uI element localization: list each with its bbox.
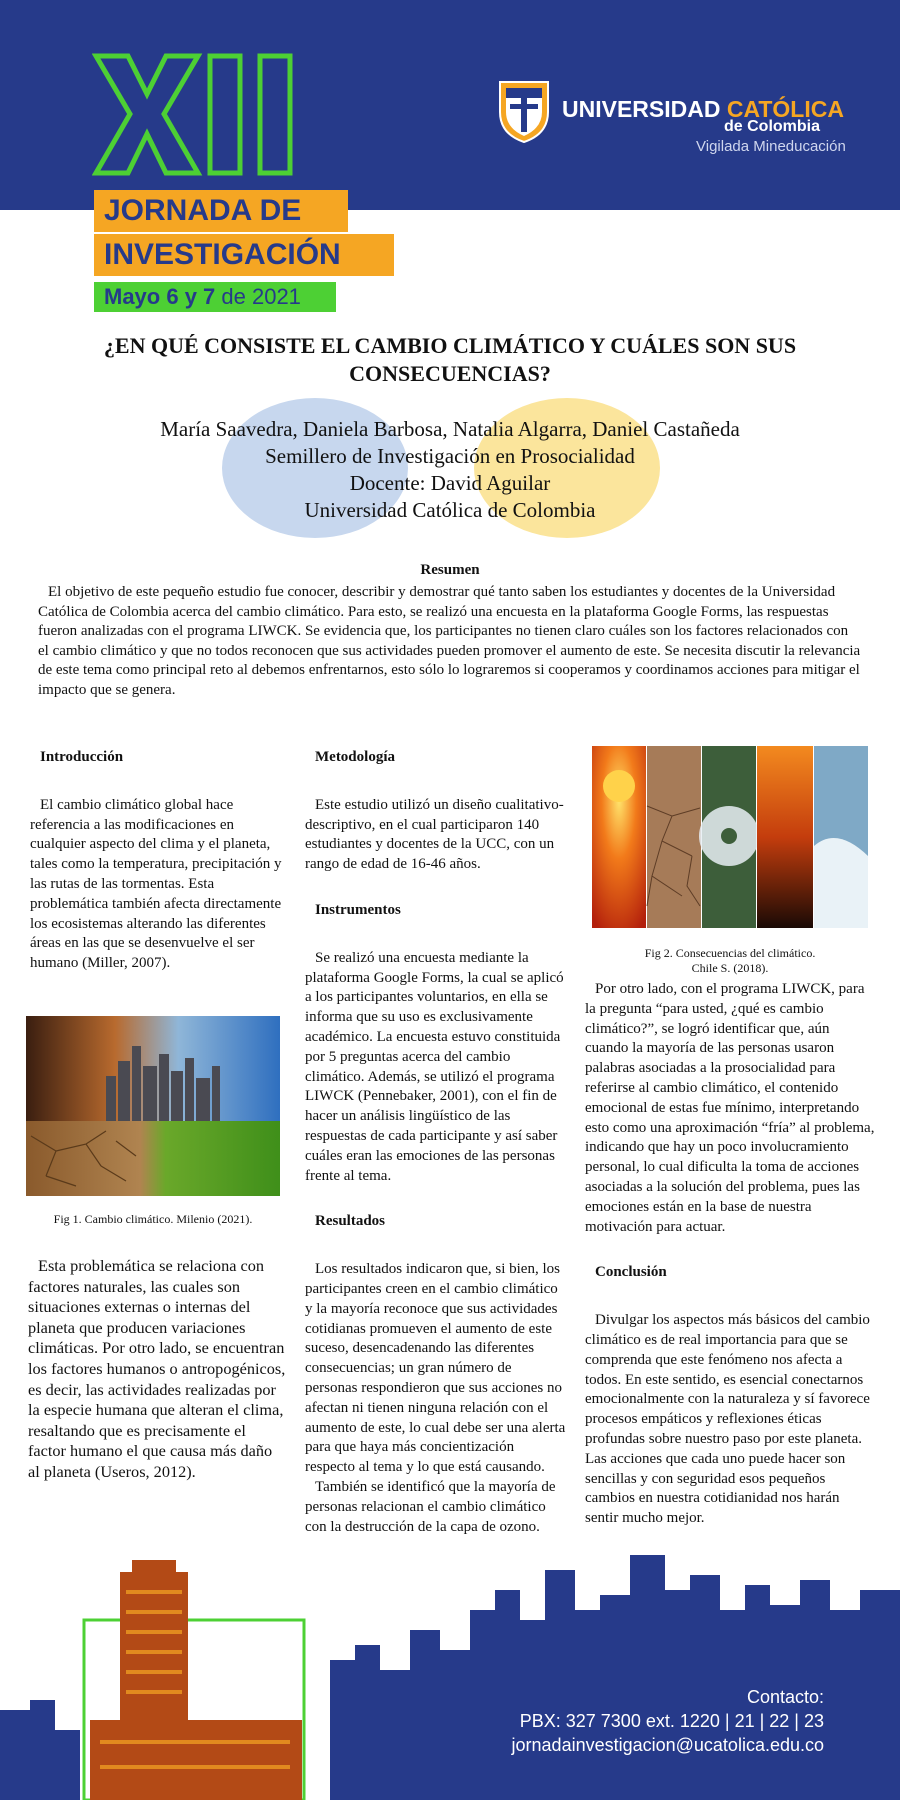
instrumentos-body: Se realizó una encuesta mediante la plataforma Google Forms, la cual se aplicó a los participantes voluntarios, en ella se informa que su uso es exclusivamente académico. La encuesta estuvo constituida por 5 preguntas acerca del cambio climático. Además, se utilizó el programa LIWCK (Pennebaker, 2001), con el fin de hacer un análisis lingüístico de las respuestas de cada participante y así saber cuáles eran las emociones de las personas frente al tema.: [305, 949, 564, 1184]
figure-2-caption: [592, 946, 868, 976]
metodologia-heading: Metodología: [315, 749, 395, 765]
figure-2-caption-line-2: Chile S. (2018).: [691, 961, 769, 975]
introduccion-heading: Introducción: [40, 749, 124, 765]
contact-block: [512, 1685, 824, 1757]
resultados-paragraph-2: También se identificó que la mayoría de personas relacionan el cambio climático con la destrucción de la capa de ozono.: [305, 1478, 556, 1535]
figure-1-caption: Fig 1. Cambio climático. Milenio (2021).: [53, 1212, 253, 1226]
research-group: Semillero de Investigación en Prosocialidad: [265, 444, 635, 468]
author-names: María Saavedra, Daniela Barbosa, Natalia Algarra, Daniel Castañeda: [160, 417, 740, 441]
poster-title: ¿EN QUÉ CONSISTE EL CAMBIO CLIMÁTICO Y CUÁLES SON SUS CONSECUENCIAS?: [103, 333, 797, 386]
conclusion-body: Divulgar los aspectos más básicos del cambio climático es de real importancia para que se comprenda que este fenómeno nos afecta a todos. En este sentido, es esencial conectarnos emocionalmente con la naturaleza y sí favorece procesos empáticos y reflexiones éticas profundas sobre nuestro paso por este planeta. Las acciones que cada uno puede hacer son sencillas y con seguridad esos pequeños cambios en nuestra cotidianidad nos harán sentir mucho mejor.: [585, 1312, 870, 1527]
introduccion-continued: [28, 1256, 286, 1495]
abstract-heading: Resumen: [420, 562, 480, 578]
figure-1-climate-change-image: [26, 1016, 280, 1196]
authors-block: [60, 416, 840, 524]
institution: Universidad Católica de Colombia: [304, 498, 596, 522]
introduccion-paragraph-1: El cambio climático global hace referencia a las modificaciones en cualquier aspecto del clima y el planeta, tales como la temperatura, precipitación y las rutas de las tormentas. Esta problemática también afecta directamente los ecosistemas alterando las diferentes áreas en las que se desenvuelve el ser humano (Miller, 2007).: [30, 796, 282, 972]
university-vigilada: Vigilada Mineducación: [696, 138, 846, 155]
event-dates-box: [94, 282, 336, 312]
conclusion-heading: Conclusión: [595, 1264, 667, 1281]
event-dates: [94, 282, 336, 312]
contact-label: Contacto:: [746, 1687, 824, 1707]
xii-edition-logo: [92, 52, 312, 177]
methods-results-column: [305, 748, 567, 1549]
jornada-label-box: [94, 190, 348, 232]
results-conclusion-column: [585, 980, 875, 1541]
contact-phone: PBX: 327 7300 ext. 1220 | 21 | 22 | 23: [519, 1711, 824, 1731]
university-shield-icon: [496, 78, 552, 144]
instrumentos-heading: Instrumentos: [315, 901, 401, 918]
university-name-part1: UNIVERSIDAD: [562, 96, 727, 122]
university-subtitle: de Colombia: [724, 118, 821, 135]
figure-2-consequences-image: [592, 746, 868, 928]
event-dates-year: de 2021: [215, 284, 301, 309]
introduccion-paragraph-2: Esta problemática se relaciona con factores naturales, las cuales son situaciones externas o internas del planeta que producen variaciones climáticas. Por otro lado, se encuentran los factores humanos o antropogénicos, es decir, las actividades realizadas por la especie humana que alteran el clima, resaltando que es precisamente el factor humano el que causa más daño al planeta (Useros, 2012).: [28, 1256, 286, 1481]
footer-city-skyline: [0, 1550, 900, 1800]
introduccion-section: [30, 748, 285, 986]
contact-email: jornadainvestigacion@ucatolica.edu.co: [511, 1735, 824, 1755]
event-dates-bold: Mayo 6 y 7: [104, 284, 216, 309]
resultados-heading: Resultados: [315, 1213, 386, 1230]
figure-2-caption-line-1: Fig 2. Consecuencias del climático.: [644, 946, 816, 960]
teacher: Docente: David Aguilar: [349, 471, 551, 495]
university-name-part2: CATÓLICA: [726, 96, 844, 122]
resultados-continued-body: Por otro lado, con el programa LIWCK, para la pregunta “para usted, ¿qué es cambio climático?”, se logró identificar que, aún cuando la mayoría de las personas usaron palabras asociadas a la prosocialidad para referirse al cambio climático, el contenido emocional de estas fue mínimo, interpretando esto como una aproximación “fría” al problema, indicando que hay un poco involucramiento personal, lo cual dificulta la toma de acciones asociadas a la solución del problema, pues las emociones están en la base de nuestra motivación para actuar.: [585, 981, 875, 1235]
resultados-paragraph-1: Los resultados indicaron que, si bien, los participantes creen en el cambio climático y la mayoría reconoce que sus actividades cotidianas promueven el aumento de este suceso, desencadenando las diferentes consecuencias; un gran número de personas respondieron que sus acciones no afectan ni tienen ninguna relación con el aumento de este, lo cual debe ser una alerta para que haya más concientización respecto al tema y lo que está causando.: [305, 1261, 566, 1476]
jornada-line-1: JORNADA DE: [104, 194, 302, 227]
abstract-body: El objetivo de este pequeño estudio fue conocer, describir y demostrar qué tanto saben los estudiantes y docentes de la Universidad Católica de Colombia acerca del cambio climático. Para esto, se realizó una encuesta en la plataforma Google Forms, las respuestas fueron analizadas con el programa LIWCK. Se evidencia que, los participantes no tienen claro cuáles son los factores relacionados con el cambio climático y que no todos reconocen que sus actividades pueden promover el aumento de este. Se necesita discutir la relevancia de este tema como principal reto al debemos enfrentarnos, esto sólo lo lograremos si cooperamos y coordinamos acciones para mitigar el impacto que se genera.: [38, 584, 861, 698]
investigacion-label-box: [94, 234, 394, 276]
jornada-line-2: INVESTIGACIÓN: [104, 238, 341, 271]
metodologia-body: Este estudio utilizó un diseño cualitativo-descriptivo, en el cual participaron 140 estudiantes y docentes de la UCC, con un rango de edad de 16-46 años.: [305, 796, 564, 873]
